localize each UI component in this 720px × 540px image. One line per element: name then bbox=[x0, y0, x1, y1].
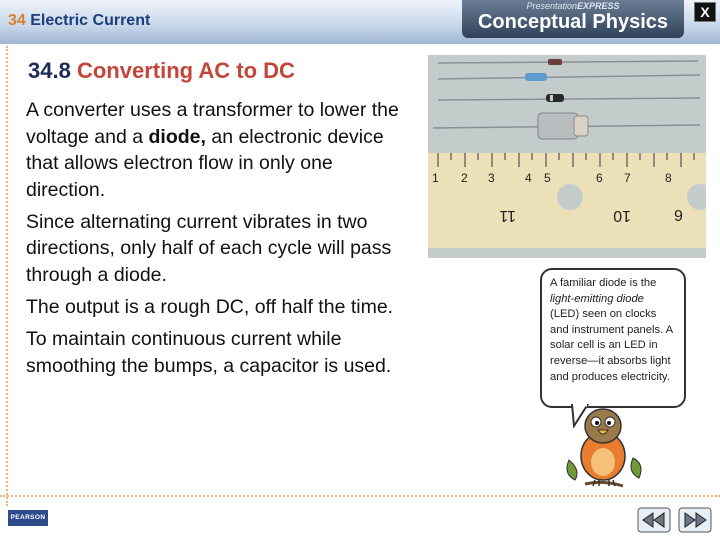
paragraph-3: The output is a rough DC, off half the time. bbox=[26, 295, 394, 318]
header-bar bbox=[0, 0, 720, 44]
paragraph-2: Since alternating current vibrates in two directions, only half of each cycle will pass through a diode. bbox=[26, 210, 392, 286]
brand-logo bbox=[462, 0, 684, 38]
chapter-heading bbox=[8, 12, 150, 30]
ruler-number: 7 bbox=[624, 171, 631, 185]
diode-black bbox=[546, 94, 564, 102]
diode-metal bbox=[538, 113, 578, 139]
ruler-number-inverted: 11 bbox=[499, 207, 516, 224]
paragraph-4: To maintain continuous current while smoothing the bumps, a capacitor is used. bbox=[26, 327, 392, 377]
section-title: Converting AC to DC bbox=[76, 58, 295, 83]
ruler-number: 5 bbox=[544, 171, 551, 185]
ruler-number: 6 bbox=[596, 171, 603, 185]
callout-emphasis: light-emitting diode bbox=[550, 292, 644, 305]
chapter-title: Electric Current bbox=[30, 12, 151, 29]
ruler-number: 2 bbox=[461, 171, 468, 185]
footer-divider bbox=[0, 495, 720, 497]
diodes-illustration bbox=[428, 55, 706, 258]
close-button[interactable]: X bbox=[694, 2, 716, 22]
bird-mascot-icon bbox=[565, 400, 643, 492]
left-dotted-rail bbox=[6, 46, 8, 506]
chapter-number: 34 bbox=[8, 12, 26, 29]
ruler-number: 9 bbox=[674, 208, 683, 225]
ruler-number: 8 bbox=[665, 171, 672, 185]
diode-small bbox=[548, 59, 562, 65]
section-number: 34.8 bbox=[28, 58, 71, 83]
ruler-number: 3 bbox=[488, 171, 495, 185]
brand-subtitle: PresentationEXPRESS bbox=[526, 1, 620, 11]
diode-blue bbox=[525, 73, 547, 81]
next-slide-button[interactable] bbox=[678, 507, 712, 533]
ruler-number: 4 bbox=[525, 171, 532, 185]
slide-title bbox=[28, 58, 295, 84]
ruler-number: 1 bbox=[432, 171, 439, 185]
brand-title: Conceptual Physics bbox=[477, 11, 669, 33]
previous-slide-button[interactable] bbox=[637, 507, 671, 533]
diodes-photo bbox=[428, 55, 706, 258]
body-text bbox=[26, 97, 406, 385]
ruler-hole bbox=[557, 184, 583, 210]
pearson-logo: PEARSON bbox=[8, 510, 48, 526]
ruler-number-inverted: 10 bbox=[613, 207, 631, 224]
paragraph-1: A converter uses a transformer to lower the voltage and a diode, an electronic device that allows electron flow in only one direction. bbox=[26, 99, 399, 201]
callout-bubble: A familiar diode is the light-emitting diode (LED) seen on clocks and instrument panels. A solar cell is an LED in reverse—it absorbs light and produces electricity. bbox=[540, 268, 686, 408]
